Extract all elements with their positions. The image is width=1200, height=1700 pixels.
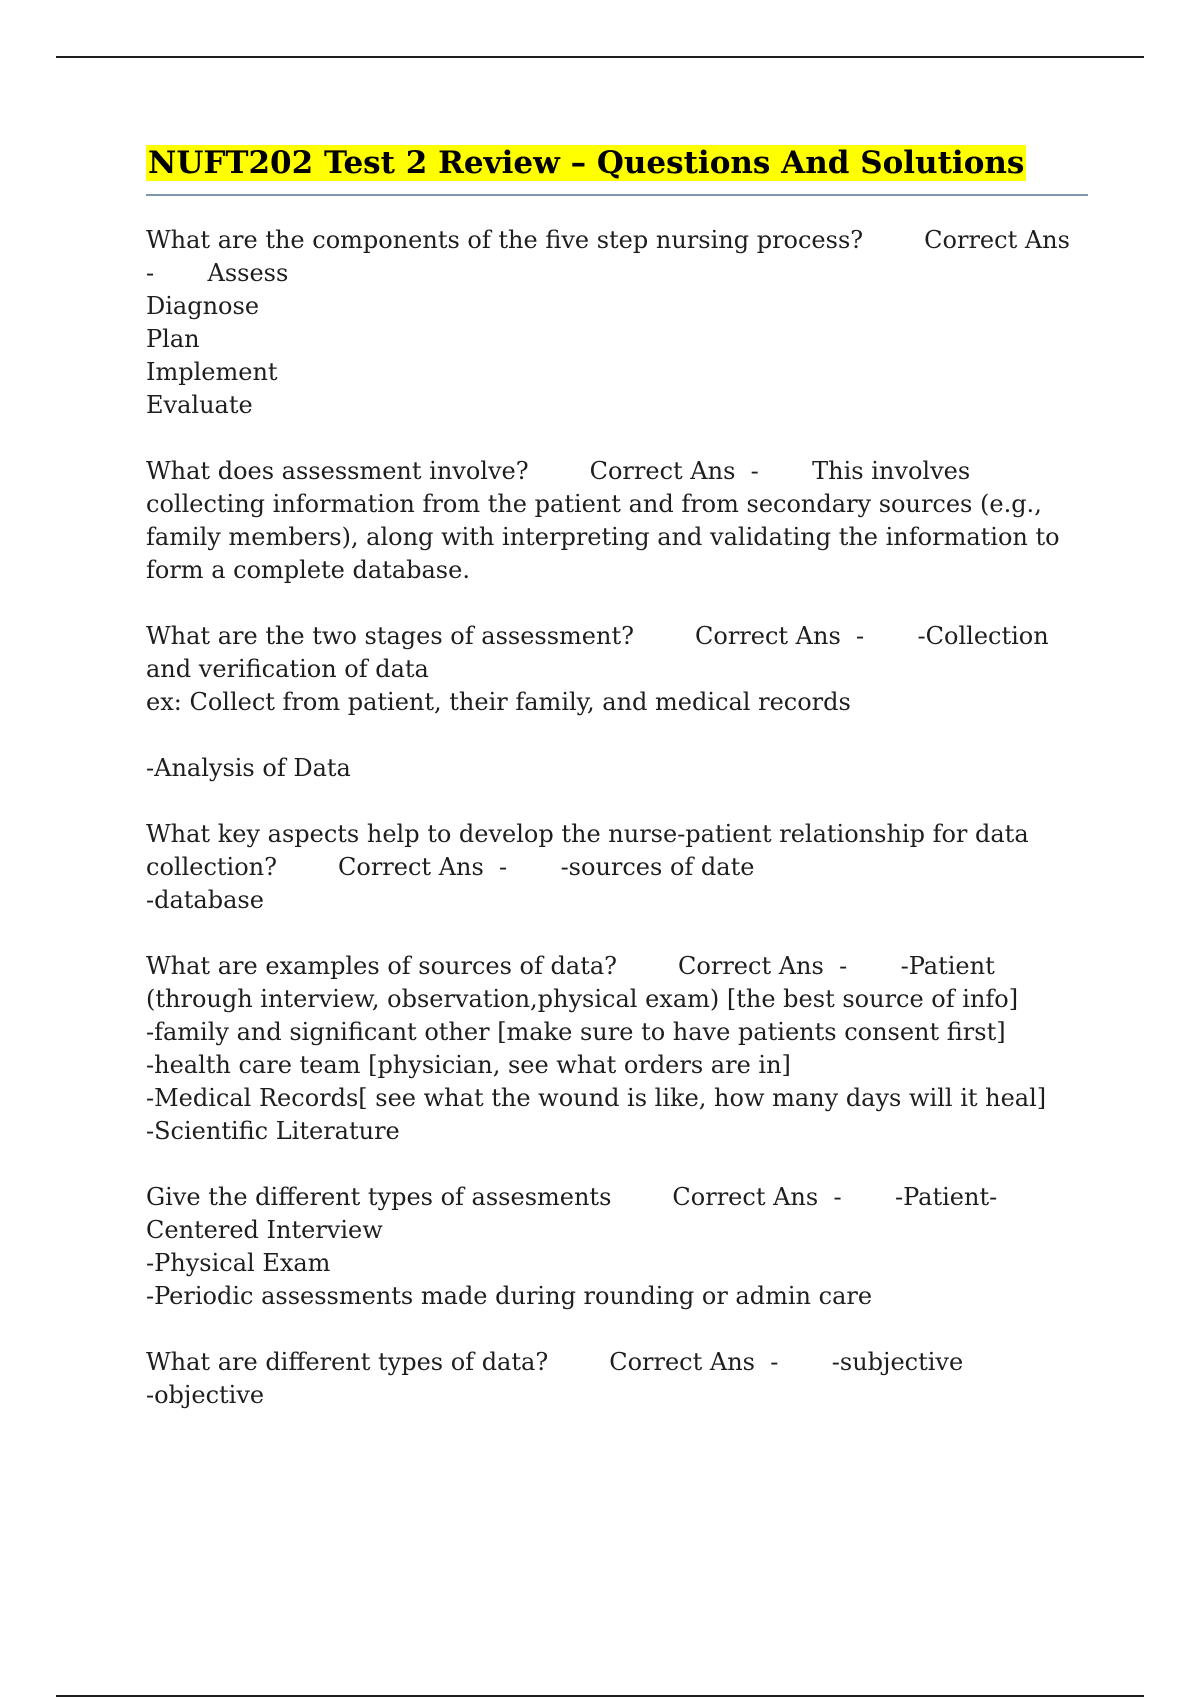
qa-line: (through interview, observation,physical exam) [the best source of info] (146, 985, 1019, 1013)
qa-line: ex: Collect from patient, their family, and medical records (146, 688, 851, 716)
qa-line: What are examples of sources of data? Correct Ans - -Patient (146, 952, 995, 980)
qa-line: -objective (146, 1381, 265, 1409)
qa-line: Implement (146, 358, 278, 386)
page-footer-rule (56, 1695, 1144, 1697)
qa-line: collecting information from the patient and from secondary sources (e.g., (146, 490, 1042, 518)
qa-line: Evaluate (146, 391, 253, 419)
qa-item (146, 620, 1088, 785)
qa-line: -Scientific Literature (146, 1117, 400, 1145)
qa-item (146, 455, 1088, 587)
qa-line: Diagnose (146, 292, 260, 320)
qa-line: -Analysis of Data (146, 754, 351, 782)
qa-line: -Physical Exam (146, 1249, 331, 1277)
qa-line: -database (146, 886, 264, 914)
qa-line: -health care team [physician, see what orders are in] (146, 1051, 791, 1079)
qa-line: - Assess (146, 259, 289, 287)
document-body (146, 142, 1088, 1445)
qa-item (146, 224, 1088, 422)
qa-line: -Periodic assessments made during rounding or admin care (146, 1282, 873, 1310)
qa-item (146, 1346, 1088, 1412)
qa-item (146, 1181, 1088, 1313)
qa-line: What are different types of data? Correct Ans - -subjective (146, 1348, 964, 1376)
qa-line: What are the two stages of assessment? Correct Ans - -Collection (146, 622, 1049, 650)
document-title: NUFT202 Test 2 Review – Questions And Solutions (148, 145, 1025, 181)
qa-item (146, 950, 1088, 1148)
qa-line: What key aspects help to develop the nurse-patient relationship for data (146, 820, 1029, 848)
qa-line: Plan (146, 325, 200, 353)
qa-line: family members), along with interpreting and validating the information to (146, 523, 1060, 551)
qa-list (146, 224, 1088, 1412)
qa-line: What are the components of the five step nursing process? Correct Ans (146, 226, 1070, 254)
qa-line: Centered Interview (146, 1216, 383, 1244)
qa-line: What does assessment involve? Correct Ans - This involves (146, 457, 971, 485)
title-block (146, 142, 1088, 196)
qa-line: Give the different types of assesments Correct Ans - -Patient- (146, 1183, 998, 1211)
qa-line: -Medical Records[ see what the wound is like, how many days will it heal] (146, 1084, 1047, 1112)
qa-line: and verification of data (146, 655, 429, 683)
qa-line (146, 719, 1088, 752)
qa-line: form a complete database. (146, 556, 470, 584)
page-header-rule (56, 56, 1144, 58)
qa-line: -family and significant other [make sure to have patients consent first] (146, 1018, 1006, 1046)
qa-item (146, 818, 1088, 917)
qa-line: collection? Correct Ans - -sources of date (146, 853, 755, 881)
